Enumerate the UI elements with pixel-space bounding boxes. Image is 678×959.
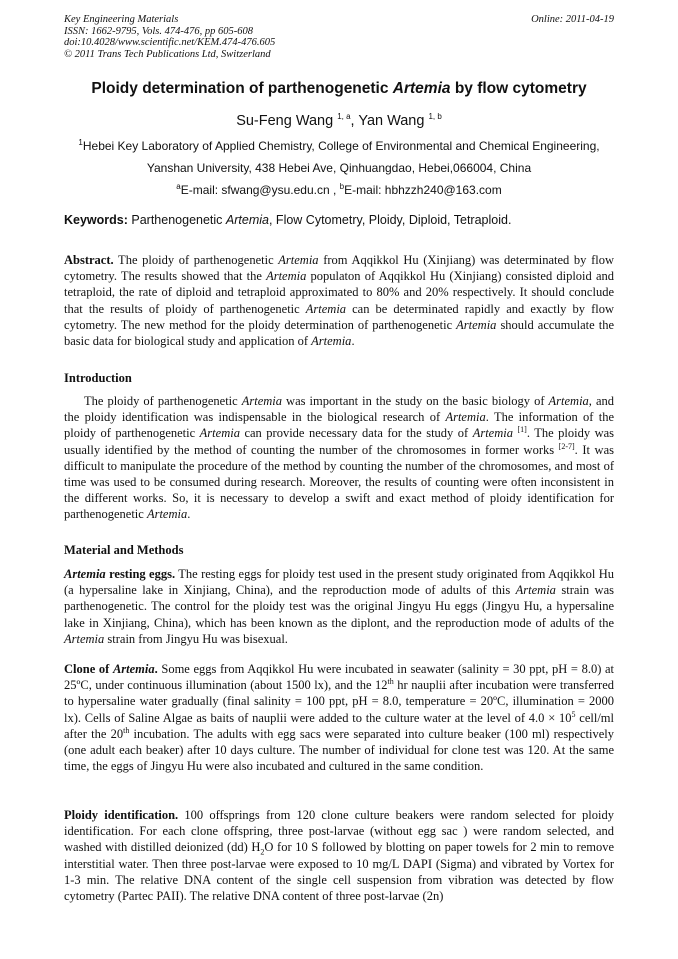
journal-header	[64, 14, 275, 60]
methods-clone-paragraph: Clone of Artemia. Some eggs from Aqqikkol Hu were incubated in seawater (salinity = 30 ppt, pH = 8.0) at 25ºC, under continuous illumination (about 1500 lx), and the 12th hr nauplii after incubation were transferred to hypersaline water gradually (final salinity = 100 ppt, pH = 8.0, temperature = 20ºC, illumination = 2000 lx). Cells of Saline Algae as baits of nauplii were added to the culture water at the level of $4.0 \times 10^5$ cell/ml after the 20th incubation. The adults with egg sacs were separated into culture beaker (100 ml) respectively (one adult each beaker) after 10 days culture. The number of individual for clone test was 120. At the same time, the eggs of Jingyu Hu were also incubated and cultured in the same condition.	[64, 662, 615, 774]
abstract-label: Abstract.	[64, 253, 114, 267]
citation: [1]	[517, 425, 527, 435]
abstract-paragraph: Abstract. The ploidy of parthenogenetic Artemia from Aqqikkol Hu (Xinjiang) was determinated by flow cytometry. The results showed that the Artemia populaton of Aqqikkol Hu (Xinjiang) consisted diploid and tetraploid, the rate of diploid and tetraploid approximated to 80% and 20% respectively. It should conclude that the results of ploidy of parthenogenetic Artemia can be determinated rapidly and exactly by flow cytometry. The new method for the ploidy determination of parthenogenetic Artemia should accumulate the basic data for biological study and application of Artemia.	[64, 253, 614, 349]
author-line: Su-Feng Wang $^{1, a}$, Yan Wang $^{1, b}$	[236, 112, 442, 129]
doi-line: doi:10.4028/www.scientific.net/KEM.474-476.605	[64, 37, 276, 48]
section-heading-methods: Material and Methods	[64, 543, 184, 557]
author-name: Su-Feng Wang	[236, 113, 338, 129]
journal-name: Key Engineering Materials	[64, 14, 179, 25]
paper-title: Ploidy determination of parthenogenetic Artemia by flow cytometry	[91, 80, 587, 97]
methods-ploidy-paragraph: Ploidy identification. 100 offsprings from 120 clone culture beakers were random selected for ploidy identification. For each clone offspring, three post-larvae (without egg sac ) were random selected, and washed with distilled deionized (dd) $H_2O$ for 10 S followed by blotting on paper towels for 2 min to remove interstitial water. Then three post-larvae were exposed to 10 mg/L DAPI (Sigma) and vibrated by Vortex for 1-3 min. The relative DNA content of the single cell suspension from vibration was detected by flow cytometry (Partec PAII). The relative DNA content of three post-larvae (2n)	[64, 808, 615, 904]
online-date: Online: 2011-04-19	[531, 14, 614, 25]
section-heading-introduction: Introduction	[64, 371, 132, 385]
author-name: Yan Wang	[358, 113, 429, 129]
affiliation-line-2: Yanshan University, 438 Hebei Ave, Qinhuangdao, Hebei,066004, China	[146, 161, 532, 175]
issn-line: ISSN: 1662-9795, Vols. 474-476, pp 605-608	[64, 25, 253, 37]
citation: [2-7]	[558, 441, 575, 451]
methods-eggs-paragraph: Artemia resting eggs. The resting eggs for ploidy test used in the present study originated from Aqqikkol Hu (a hypersaline lake in Xinjiang, China), and the reproduction mode of adults of this Artemia strain was parthenogenetic. The control for the ploidy test was the original Jingyu Hu eggs (Jingyu Hu, a hypersaline lake in Xinjiang, China), which has been known as the diplont, and the reproduction mode of adults of the Artemia strain from Jingyu Hu was bisexual.	[64, 567, 614, 646]
affiliation-line-1: $^1$Hebei Key Laboratory of Applied Chemistry, College of Environmental and Chemical Engineering,	[78, 138, 600, 153]
keywords: Keywords: Parthenogenetic Artemia, Flow Cytometry, Ploidy, Diploid, Tetraploid.	[64, 213, 512, 227]
introduction-paragraph: The ploidy of parthenogenetic Artemia was important in the study on the basic biology of Artemia, and the ploidy identification was indispensable in the biological research of Artemia. The information of the ploidy of parthenogenetic Artemia can provide necessary data for the study of Artemia [1]. The ploidy was usually identified by the method of counting the number of the chromosomes in former works [2-7]. It was difficult to manipulate the procedure of the method by counting the number of the chromosomes, and most of time was used to be consumed during research. Moreover, the results of counting were often inconsistent in the different works. So, it is necessary to develop a swift and exact method of ploidy identification for parthenogenetic Artemia.	[64, 394, 615, 522]
email-line: $^a$E-mail: sfwang@ysu.edu.cn , $^b$E-mail: hbhzzh240@163.com	[176, 182, 502, 197]
copyright-line: © 2011 Trans Tech Publications Ltd, Switzerland	[64, 48, 271, 60]
